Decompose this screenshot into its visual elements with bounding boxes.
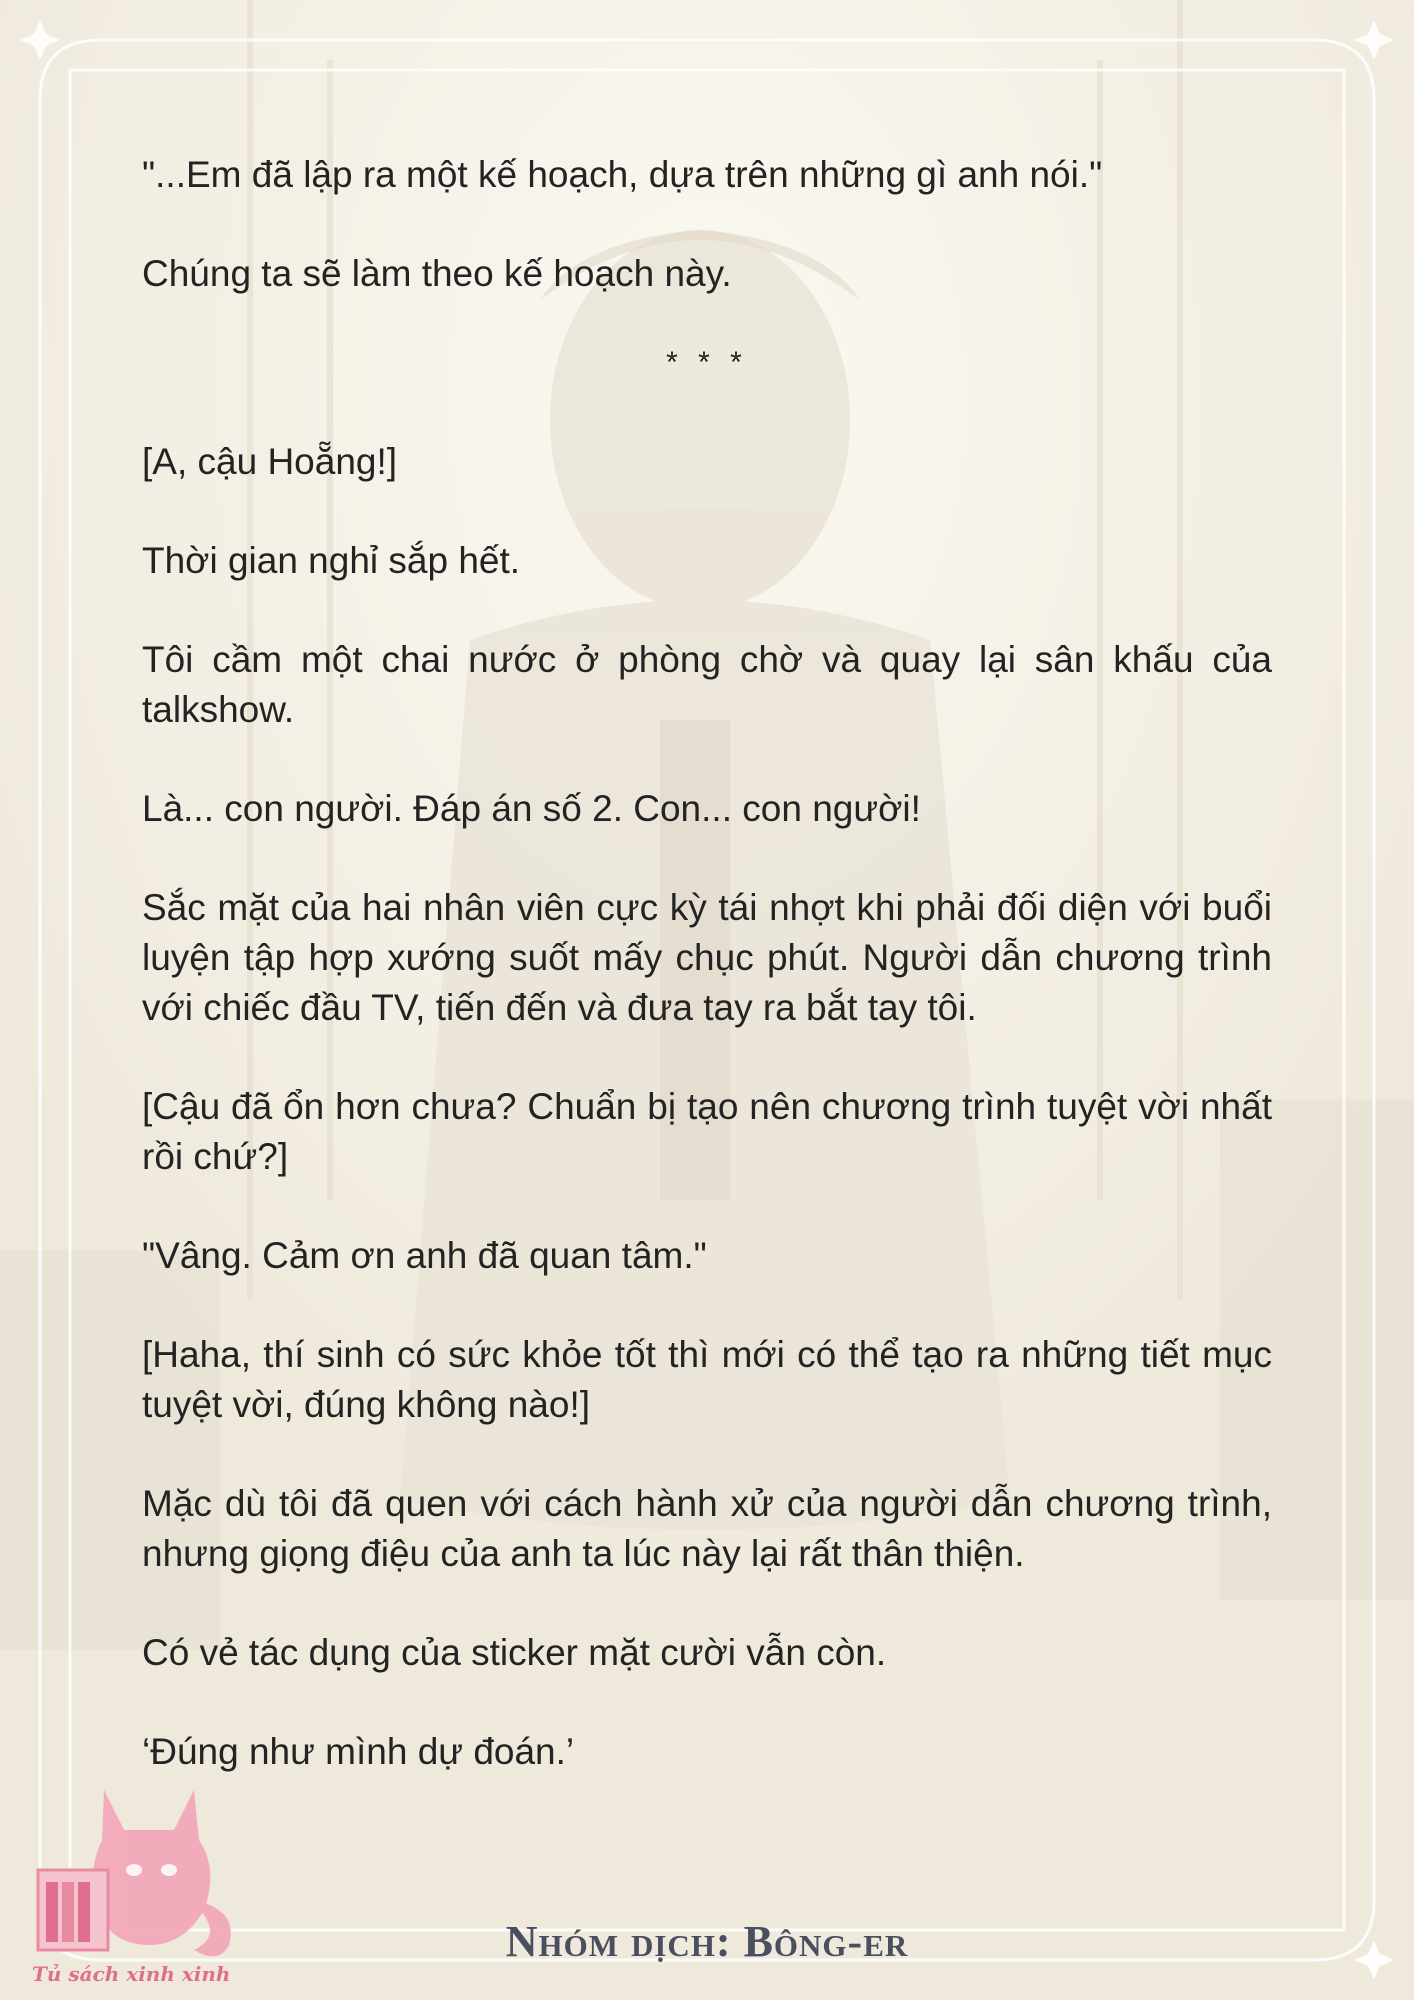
paragraph: Thời gian nghỉ sắp hết. [142, 540, 521, 581]
paragraph: Chúng ta sẽ làm theo kế hoạch này. [142, 253, 732, 294]
paragraph: ‘Đúng như mình dự đoán.’ [142, 1731, 575, 1772]
pink-cat-bookshelf-icon [24, 1770, 244, 1970]
paragraph: Mặc dù tôi đã quen với cách hành xử của người dẫn chương trình, nhưng giọng điệu của anh ta lúc này lại rất thân thiện. [142, 1483, 1272, 1574]
paragraph: [Haha, thí sinh có sức khỏe tốt thì mới có thể tạo ra những tiết mục tuyệt vời, đúng không nào!] [142, 1334, 1272, 1425]
scene-separator: * * * [666, 346, 748, 379]
paragraph: [A, cậu Hoẵng!] [142, 441, 398, 482]
paragraph: "Vâng. Cảm ơn anh đã quan tâm." [142, 1235, 707, 1276]
paragraph: Là... con người. Đáp án số 2. Con... con người! [142, 788, 921, 829]
logo-caption: Tủ sách xinh xinh [32, 1962, 231, 1986]
paragraph: "...Em đã lập ra một kế hoạch, dựa trên những gì anh nói." [142, 154, 1103, 195]
translator-credit: Nhóm dịch: Bông-er [505, 1917, 909, 1966]
paragraph: [Cậu đã ổn hơn chưa? Chuẩn bị tạo nên chương trình tuyệt vời nhất rồi chứ?] [142, 1086, 1272, 1177]
paragraph: Có vẻ tác dụng của sticker mặt cười vẫn còn. [142, 1632, 887, 1673]
chapter-text [142, 150, 1272, 1826]
paragraph: Sắc mặt của hai nhân viên cực kỳ tái nhợt khi phải đối diện với buổi luyện tập hợp xướng suốt mấy chục phút. Người dẫn chương trình với chiếc đầu TV, tiến đến và đưa tay ra bắt tay tôi. [142, 887, 1272, 1028]
site-logo [24, 1770, 244, 1990]
paragraph: Tôi cầm một chai nước ở phòng chờ và quay lại sân khấu của talkshow. [142, 639, 1272, 730]
